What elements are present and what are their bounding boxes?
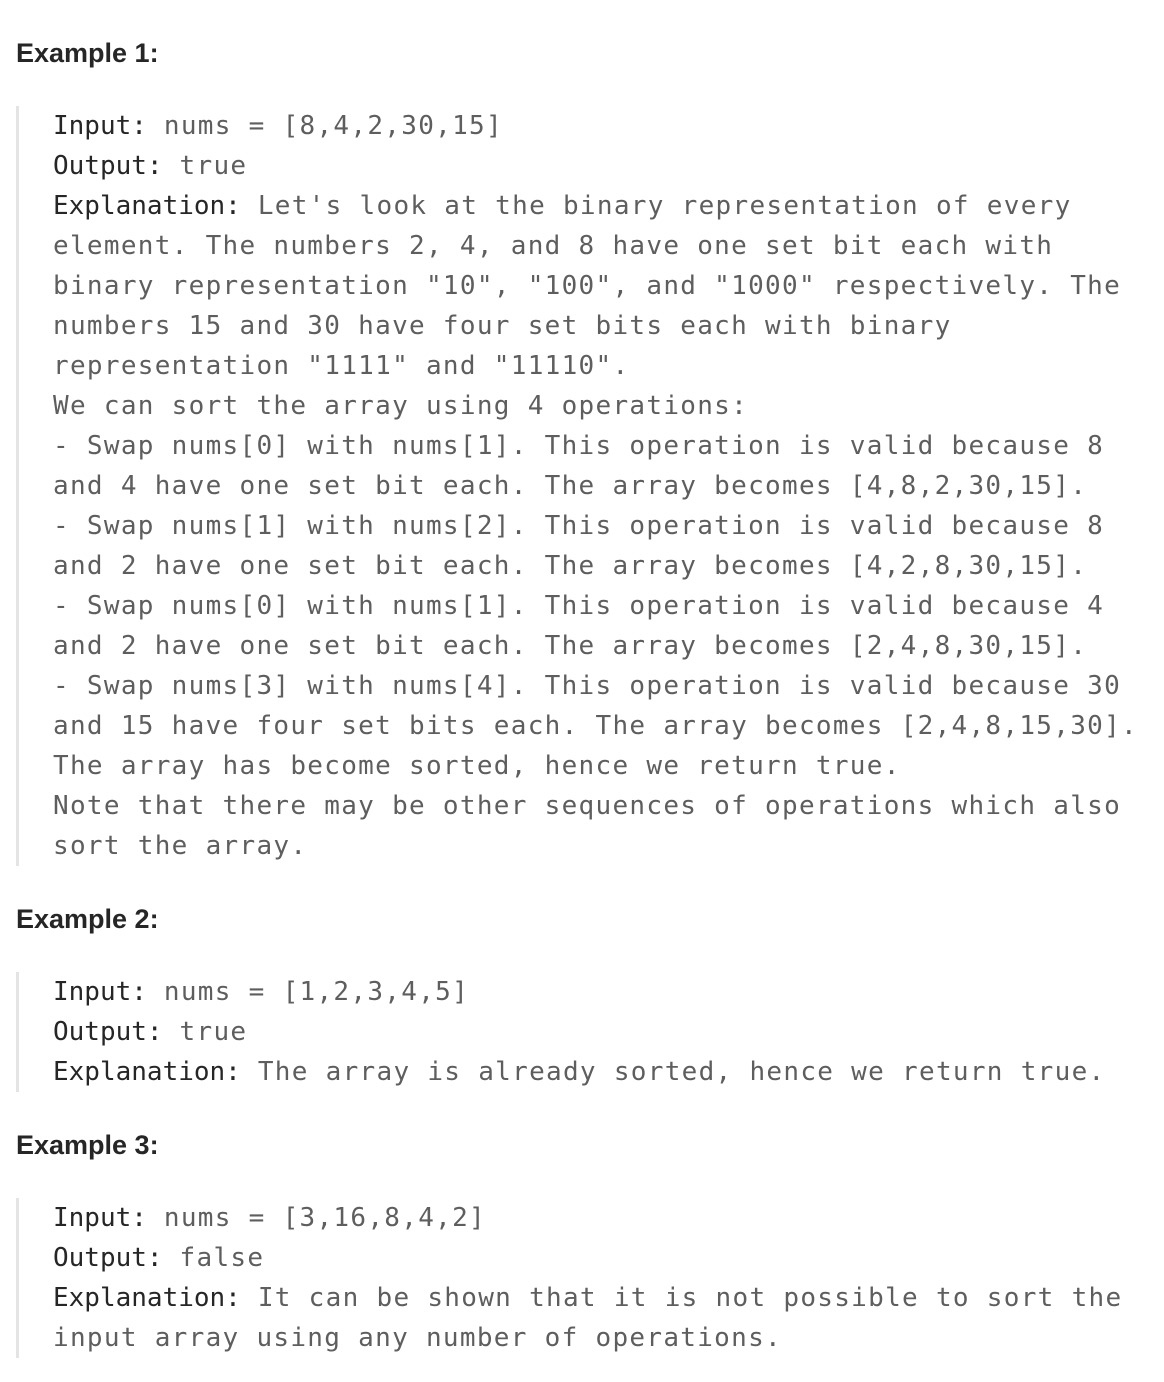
explanation-continuation: We can sort the array using 4 operations: [53, 391, 749, 421]
explanation-continuation: and 2 have one set bit each. The array becomes [2,4,8,30,15]. [53, 631, 1088, 661]
explanation-continuation: The array has become sorted, hence we return true. [53, 751, 901, 781]
output-value: false [179, 1243, 265, 1273]
explanation-continuation: and 4 have one set bit each. The array becomes [4,8,2,30,15]. [53, 471, 1088, 501]
explanation-continuation: - Swap nums[3] with nums[4]. This operation is valid because 30 [53, 671, 1122, 701]
input-value: nums = [1,2,3,4,5] [163, 977, 470, 1007]
explanation-continuation: - Swap nums[1] with nums[2]. This operation is valid because 8 [53, 511, 1105, 541]
output-value: true [179, 151, 248, 181]
explanation-continuation: numbers 15 and 30 have four set bits each with binary [53, 311, 952, 341]
input-line [53, 972, 1156, 1012]
output-label: Output: [53, 151, 163, 181]
explanation-text: The array is already sorted, hence we return true. [257, 1057, 1106, 1087]
output-line [53, 146, 1156, 186]
explanation-continuation: Note that there may be other sequences of operations which also [53, 791, 1122, 821]
input-label: Input: [53, 1203, 147, 1233]
example-title: Example 3: [16, 1130, 159, 1160]
explanation-continuation: - Swap nums[0] with nums[1]. This operation is valid because 8 [53, 431, 1105, 461]
input-line [53, 106, 1156, 146]
input-value: nums = [3,16,8,4,2] [163, 1203, 487, 1233]
explanation-text: It can be shown that it is not possible to sort the [257, 1283, 1123, 1313]
example-code-block [16, 106, 1156, 866]
explanation-continuation: representation "1111" and "11110". [53, 351, 630, 381]
example-code-block [16, 972, 1156, 1092]
explanation-continuation: sort the array. [53, 831, 308, 861]
input-line [53, 1198, 1156, 1238]
output-line [53, 1238, 1156, 1278]
explanation-label: Explanation: [53, 1057, 241, 1087]
explanation-line [53, 1052, 1156, 1092]
explanation-line [53, 1278, 1156, 1318]
output-value: true [179, 1017, 248, 1047]
explanation-continuation: and 15 have four set bits each. The array becomes [2,4,8,15,30]. [53, 711, 1139, 741]
explanation-line [53, 186, 1156, 226]
example-title: Example 2: [16, 904, 159, 934]
input-value: nums = [8,4,2,30,15] [163, 111, 503, 141]
output-label: Output: [53, 1017, 163, 1047]
output-line [53, 1012, 1156, 1052]
explanation-label: Explanation: [53, 191, 241, 221]
explanation-continuation: - Swap nums[0] with nums[1]. This operation is valid because 4 [53, 591, 1105, 621]
explanation-continuation: input array using any number of operations. [53, 1323, 782, 1353]
input-label: Input: [53, 111, 147, 141]
example-title: Example 1: [16, 38, 159, 68]
explanation-continuation: and 2 have one set bit each. The array becomes [4,2,8,30,15]. [53, 551, 1088, 581]
explanation-continuation: binary representation "10", "100", and "1000" respectively. The [53, 271, 1122, 301]
example-code-block [16, 1198, 1156, 1358]
output-label: Output: [53, 1243, 163, 1273]
input-label: Input: [53, 977, 147, 1007]
explanation-text: Let's look at the binary representation of every [257, 191, 1072, 221]
explanation-label: Explanation: [53, 1283, 241, 1313]
explanation-continuation: element. The numbers 2, 4, and 8 have one set bit each with [53, 231, 1054, 261]
